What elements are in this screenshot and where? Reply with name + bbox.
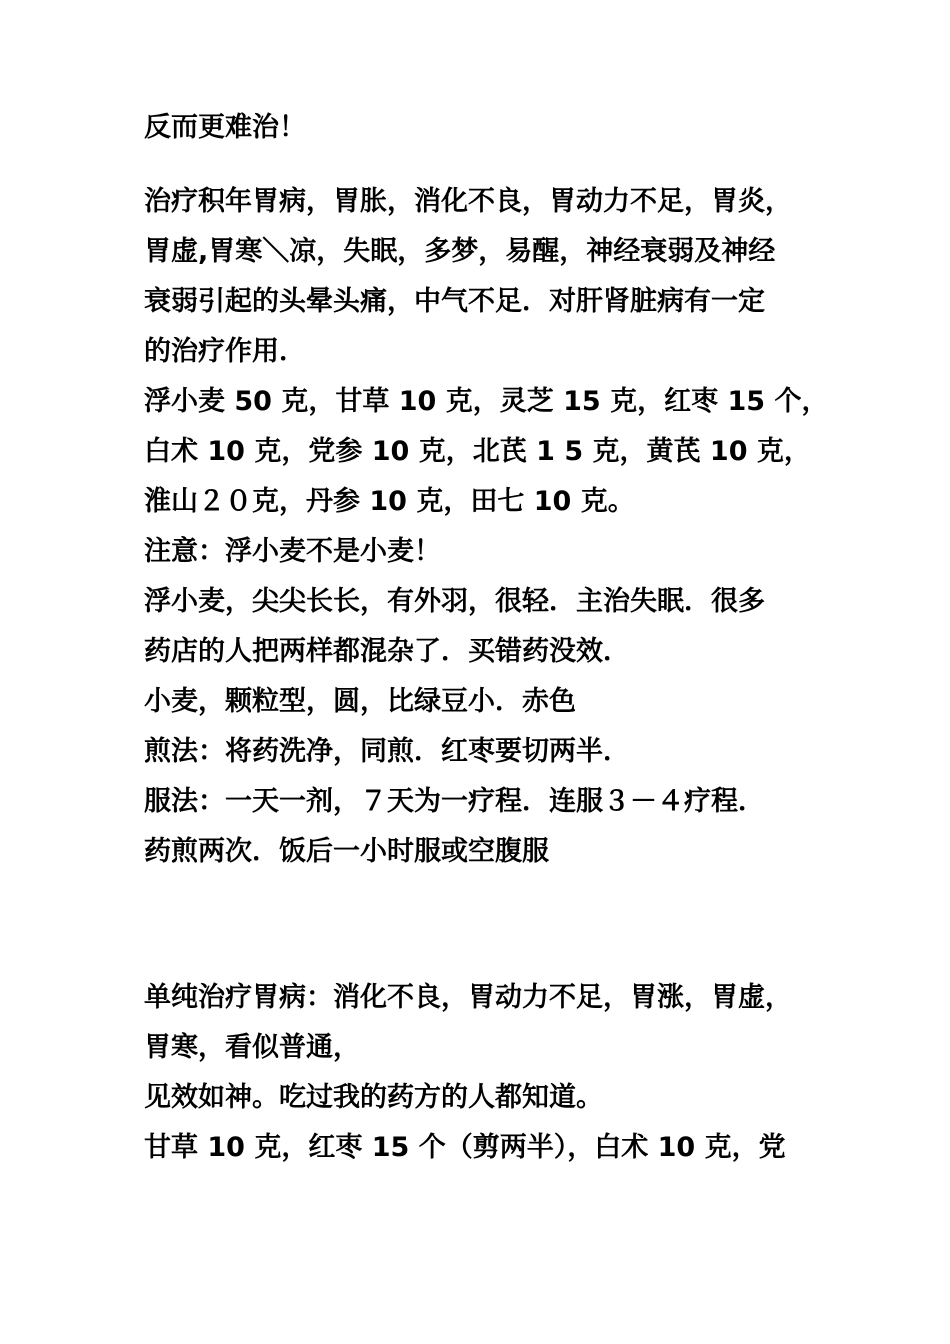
text-line: 浮小麦 50 克，甘草 10 克，灵芝 15 克，红枣 15 个， [144, 386, 829, 417]
text-line: 煎法：将药洗净，同煎．红枣要切两半． [144, 736, 630, 767]
text-line: 药煎两次．饭后一小时服或空腹服 [144, 836, 549, 867]
text-line: 白术 10 克，党参 10 克，北芪 1 5 克，黄芪 10 克， [144, 436, 811, 467]
text-line: 单纯治疗胃病：消化不良，胃动力不足，胃涨，胃虚， [144, 982, 792, 1013]
text-line: 注意：浮小麦不是小麦！ [144, 536, 441, 567]
text-line: 浮小麦，尖尖长长，有外羽，很轻．主治失眠．很多 [144, 586, 765, 617]
paragraph-intro [144, 103, 824, 153]
paragraph-stomach-remedy [144, 973, 824, 1173]
text-line: 治疗积年胃病，胃胀，消化不良，胃动力不足，胃炎， [144, 186, 792, 217]
text-line: 淮山２０克，丹参 10 克，田七 10 克。 [144, 486, 635, 517]
text-line: 反而更难治！ [144, 112, 306, 143]
text-line: 见效如神。吃过我的药方的人都知道。 [144, 1082, 603, 1113]
paragraph-prescription [144, 177, 829, 877]
text-line: 衰弱引起的头晕头痛，中气不足．对肝肾脏病有一定 [144, 286, 765, 317]
text-line: 胃寒，看似普通， [144, 1032, 360, 1063]
text-line: 甘草 10 克，红枣 15 个（剪两半），白术 10 克，党 [144, 1132, 786, 1163]
text-line: 小麦，颗粒型，圆，比绿豆小．赤色 [144, 686, 576, 717]
text-line: 胃虚,胃寒＼凉，失眠，多梦，易醒，神经衰弱及神经 [144, 236, 776, 267]
text-line: 的治疗作用． [144, 336, 306, 367]
text-line: 药店的人把两样都混杂了．买错药没效． [144, 636, 630, 667]
text-line: 服法：一天一剂，７天为一疗程．连服３－４疗程． [144, 786, 765, 817]
